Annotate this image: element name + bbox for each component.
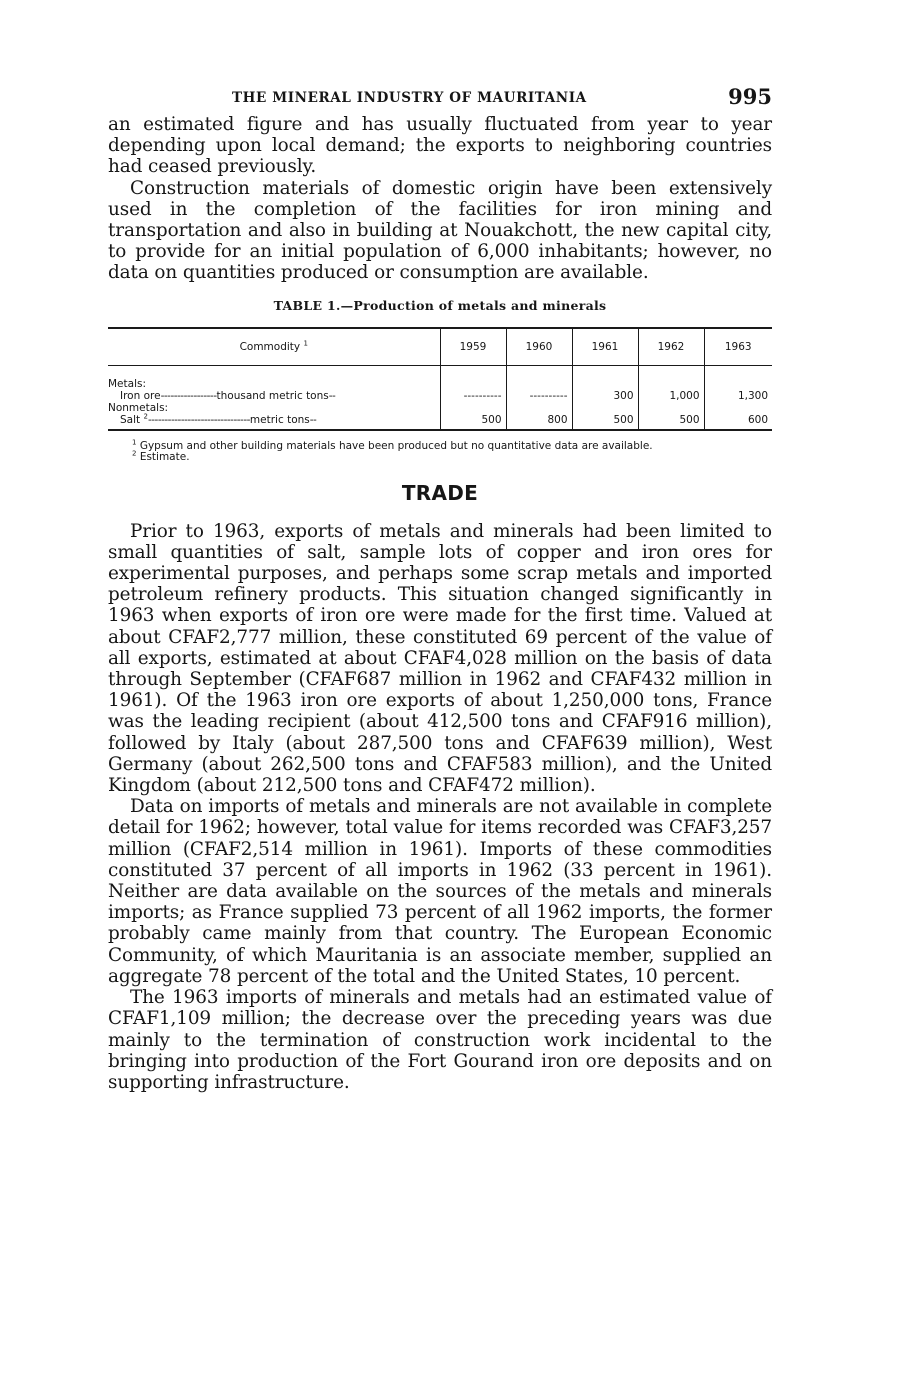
section-heading-trade: TRADE [401,480,479,505]
document-page [108,84,772,1093]
trade-paragraph-2: Data on imports of metals and minerals are not available in complete detail for 1962; however, total value for items recorded was CFAF3,257 million (CFAF2,514 million in 1961). Imports of these commodities constituted 37 percent of all imports in 1962 (33 percent in 1961). Neither are data available on the sources of the metals and minerals imports; as France supplied 73 percent of all 1962 imports, the former probably came mainly from that country. The European Economic Community, of which Mauritania is an associate member, supplied an aggregate 78 percent of the total and the United States, 10 percent. [108,796,772,987]
commodity-header-label: Commodity [239,340,301,353]
commodity-header-footnote-mark: 1 [303,339,308,348]
footnote-text: Estimate. [139,450,190,463]
year-column-header: 1959 [440,328,506,366]
table-cell: 800 [506,414,572,430]
table-row-salt [108,414,772,430]
year-column-header: 1961 [572,328,638,366]
commodity-column-header [108,328,440,366]
page-number: 995 [728,84,772,109]
table-cell: 500 [572,414,638,430]
trade-paragraph-1: Prior to 1963, exports of metals and minerals had been limited to small quantities of salt, sample lots of copper and iron ores for experimental purposes, and perhaps some scrap metals and imported petroleum refinery products. This situation changed significantly in 1963 when exports of iron ore were made for the first time. Valued at about CFAF2,777 million, these constituted 69 percent of the value of all exports, estimated at about CFAF4,028 million on the basis of data through September (CFAF687 million in 1962 and CFAF432 million in 1961). Of the 1963 iron ore exports of about 1,250,000 tons, France was the leading recipient (about 412,500 tons and CFAF916 million), followed by Italy (about 287,500 tons and CFAF639 million), West Germany (about 262,500 tons and CFAF583 million), and the United Kingdom (about 212,500 tons and CFAF472 million). [108,520,772,797]
footnote-mark: 1 [132,438,137,447]
table-cell: 500 [638,414,704,430]
footnote-mark: 2 [132,449,137,458]
table-footnotes [108,438,772,463]
year-column-header: 1963 [704,328,772,366]
row-footnote-mark: 2 [143,412,148,421]
table-title: TABLE 1.—Production of metals and minerals [273,297,607,313]
row-label: Salt [120,413,141,426]
table-cell: 500 [440,414,506,430]
table-row-metals [108,365,772,390]
year-column-header: 1960 [506,328,572,366]
running-title: THE MINERAL INDUSTRY OF MAURITANIA [232,90,587,106]
table-header-row [108,328,772,366]
table-row-iron-ore [108,390,772,402]
row-label-salt: Salt $^2$-------------------------------metric tons-- [108,414,440,430]
table-cell: ---------- [506,390,572,402]
row-unit: metric tons [249,413,310,426]
table-cell: 1,000 [638,390,704,402]
table-cell: 300 [572,390,638,402]
year-column-header: 1962 [638,328,704,366]
row-label: Metals: [108,377,146,390]
intro-paragraph-2: Construction materials of domestic origin have been extensively used in the completion of the facilities for iron mining and transportation and also in building at Nouakchott, the new capital city, to provide for an initial population of 6,000 inhabitants; however, no data on quantities produced or consumption are available. [108,177,772,284]
trade-paragraph-3: The 1963 imports of minerals and metals had an estimated value of CFAF1,109 million; the decrease over the preceding years was due mainly to the termination of construction work incidental to the bringing into production of the Fort Gourand iron ore deposits and on supporting infrastructure. [108,987,772,1093]
table-cell: 1,300 [704,390,772,402]
production-table [108,327,772,431]
row-label: Iron ore [120,389,161,402]
row-label-iron-ore: Iron ore-----------------thousand metric tons-- [120,389,336,402]
intro-paragraph-1: an estimated figure and has usually fluctuated from year to year depending upon local demand; the exports to neighboring countries had ceased previously. [108,114,772,178]
table-cell: 600 [704,414,772,430]
running-header [108,84,772,114]
row-label: Nonmetals: [108,401,169,414]
table-cell: ---------- [440,390,506,402]
footnote [108,438,772,452]
footnote-text: Gypsum and other building materials have been produced but no quantitative data are available. [139,439,653,452]
table-row-nonmetals [108,402,772,414]
footnote [108,449,772,463]
row-unit: thousand metric tons [216,389,329,402]
